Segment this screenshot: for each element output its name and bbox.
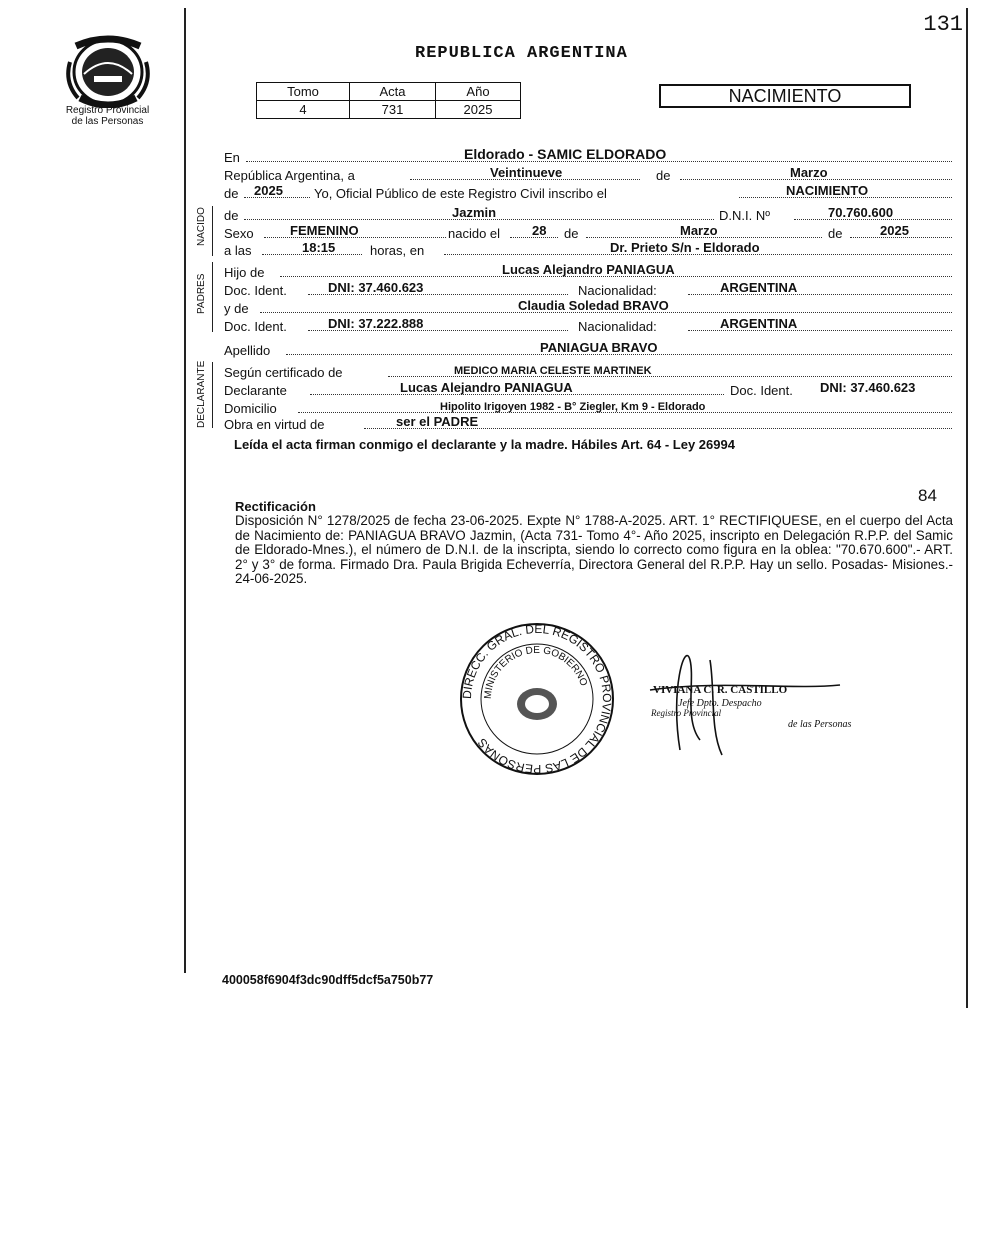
declarante-side-rule: [212, 362, 213, 428]
birth-year-value: 2025: [880, 223, 909, 238]
year-value: 2025: [254, 183, 283, 198]
signature-sub1: Registro Provincial: [651, 708, 722, 718]
event-value: NACIMIENTO: [786, 183, 869, 198]
acta-value: 731: [350, 101, 436, 119]
alas-label: a las: [224, 243, 252, 258]
republica-label: República Argentina, a: [224, 168, 355, 183]
left-margin-rule: [184, 8, 186, 973]
tomo-value: 4: [257, 101, 350, 119]
month-value: Marzo: [790, 165, 828, 180]
name-de-label: de: [224, 208, 239, 223]
record-id-table: [256, 82, 521, 119]
rectification-number: 84: [918, 486, 937, 505]
line-name: [224, 205, 952, 223]
dni-label: D.N.I. Nº: [719, 208, 770, 223]
domicilio-label: Domicilio: [224, 401, 277, 416]
day-words-value: Veintinueve: [490, 165, 563, 180]
anio-value: 2025: [436, 101, 521, 119]
en-label: En: [224, 150, 240, 165]
apellido-label: Apellido: [224, 343, 271, 358]
birth-month-value: Marzo: [680, 223, 718, 238]
acta-header: Acta: [350, 83, 436, 101]
yde-label: y de: [224, 301, 249, 316]
logo-caption: [40, 105, 175, 127]
line-mother: [224, 298, 952, 316]
anio-header: Año: [436, 83, 521, 101]
line-father: [224, 262, 952, 280]
signature-sub2: de las Personas: [788, 719, 852, 730]
padres-side-rule: [212, 262, 213, 332]
line-place: [224, 147, 952, 165]
horas-label: horas, en: [370, 243, 425, 258]
line-sex: [224, 223, 952, 241]
surname-value: PANIAGUA BRAVO: [540, 340, 658, 355]
time-value: 18:15: [302, 240, 336, 255]
line-date: [224, 165, 952, 183]
birth-day-value: 28: [532, 223, 547, 238]
nationality-label: Nacionalidad:: [578, 319, 657, 334]
line-father-doc: [224, 280, 952, 298]
official-stamp: [458, 620, 616, 776]
obra-value: ser el PADRE: [396, 414, 479, 429]
provincial-seal-logo: [62, 32, 154, 108]
padres-side-label: PADRES: [196, 273, 207, 314]
page-number: 131: [923, 12, 963, 37]
cert-label: Según certificado de: [224, 365, 343, 380]
inscribe-text: Yo, Oficial Público de este Registro Civil inscribo el: [314, 186, 607, 201]
record-type-box: NACIMIENTO: [659, 84, 911, 108]
de4-label: de: [828, 226, 843, 241]
father-value: Lucas Alejandro PANIAGUA: [502, 262, 675, 277]
rectification-title: Rectificación: [235, 499, 316, 514]
line-certificate: [224, 362, 952, 380]
document-title: REPUBLICA ARGENTINA: [415, 44, 628, 63]
birth-place-value: Dr. Prieto S/n - Eldorado: [610, 240, 760, 255]
line-time: [224, 240, 952, 258]
tomo-header: Tomo: [257, 83, 350, 101]
obra-label: Obra en virtud de: [224, 417, 325, 432]
nacido-side-rule: [212, 206, 213, 256]
rectification-body: Disposición N° 1278/2025 de fecha 23-06-2025. Expte N° 1788-A-2025. ART. 1° RECTIFIQUESE, en el cuerpo del Acta de Nacimiento de: PANIAGUA BRAVO Jazmin, (Acta 731- Tomo 4°- Año 2025, inscripto en Delegación R.P.P. del Samic de Eldorado-Mnes.), el número de D.N.I. de la inscripta, siendo lo correcto como figura en la oblea: "70.670.600".- ART. 2° y 3° de forma. Firmado Dra. Paula Brigida Echeverría, Directora General del R.P.P. Hay un sello. Posadas- Misiones.- 24-06-2025.: [235, 513, 953, 587]
logo-caption-line2: de las Personas: [71, 116, 144, 127]
right-margin-rule: [966, 8, 968, 1008]
cert-value: MEDICO MARIA CELESTE MARTINEK: [454, 365, 652, 377]
declarante-side-label: DECLARANTE: [196, 360, 207, 428]
de-label: de: [656, 168, 671, 183]
declarante-value: Lucas Alejandro PANIAGUA: [400, 380, 573, 395]
mother-nationality-value: ARGENTINA: [720, 316, 798, 331]
name-value: Jazmin: [452, 205, 497, 220]
stamp-inner-text: MINISTERIO DE GOBIERNO: [482, 644, 589, 700]
doc-label: Doc. Ident.: [730, 383, 793, 398]
nacido-side-label: NACIDO: [196, 207, 207, 246]
nationality-label: Nacionalidad:: [578, 283, 657, 298]
declarante-doc-value: DNI: 37.460.623: [820, 380, 916, 395]
de2-label: de: [224, 186, 239, 201]
father-nationality-value: ARGENTINA: [720, 280, 798, 295]
sexo-value: FEMENINO: [290, 223, 359, 238]
place-value: Eldorado - SAMIC ELDORADO: [464, 146, 667, 162]
mother-value: Claudia Soledad BRAVO: [518, 298, 669, 313]
doc-label: Doc. Ident.: [224, 319, 287, 334]
father-doc-value: DNI: 37.460.623: [328, 280, 424, 295]
line-year: [224, 183, 952, 201]
signature-role: Jefe Dpto. Despacho: [678, 698, 762, 709]
hijo-label: Hijo de: [224, 265, 265, 280]
logo-caption-line1: Registro Provincial: [65, 105, 150, 116]
mother-doc-value: DNI: 37.222.888: [328, 316, 424, 331]
sexo-label: Sexo: [224, 226, 254, 241]
line-declarante: [224, 380, 952, 398]
de3-label: de: [564, 226, 579, 241]
line-surname: [224, 340, 952, 358]
line-obra: [224, 414, 952, 432]
document-hash: 400058f6904f3dc90dff5dcf5a750b77: [222, 973, 434, 987]
domicilio-value: Hipolito Irigoyen 1982 - B° Ziegler, Km 9 - Eldorado: [440, 401, 706, 413]
closing-note: Leída el acta firman conmigo el declarante y la madre. Hábiles Art. 64 - Ley 26994: [234, 437, 735, 452]
nacido-label: nacido el: [448, 226, 501, 241]
line-mother-doc: [224, 316, 952, 334]
signature-name: VIVIANA C. R. CASTILLO: [653, 684, 788, 696]
dni-value: 70.760.600: [828, 205, 894, 220]
doc-label: Doc. Ident.: [224, 283, 287, 298]
declarante-label: Declarante: [224, 383, 287, 398]
stamp-outer-text: DIRECC. GRAL. DEL REGISTRO PROVINCIAL DE LAS PERSONAS: [459, 621, 615, 776]
